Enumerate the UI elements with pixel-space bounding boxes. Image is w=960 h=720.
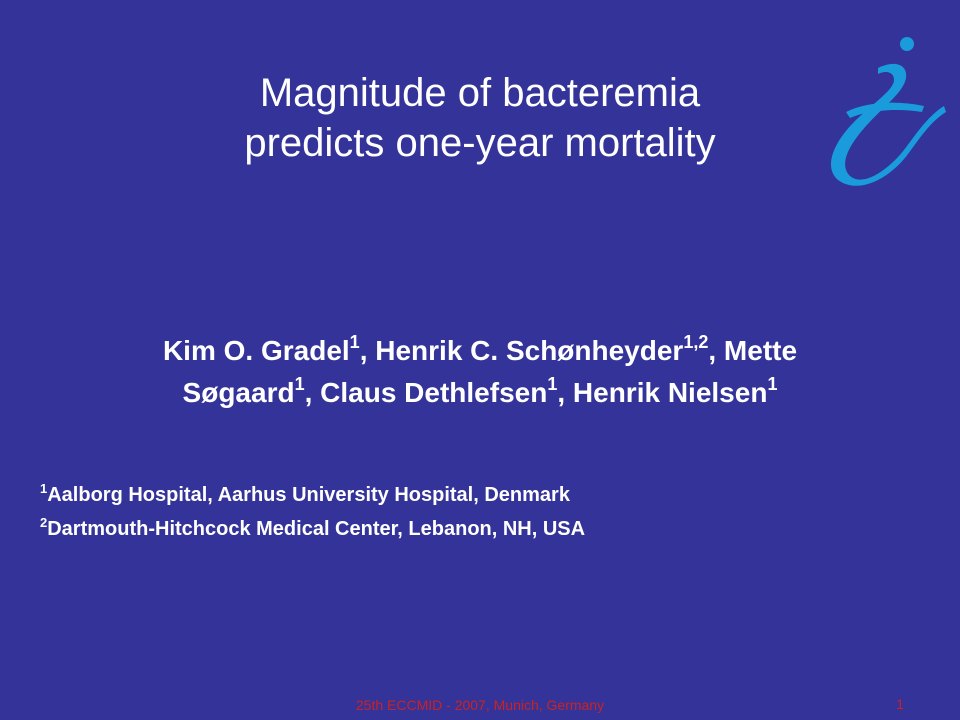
author-affiliation-marker: 1 bbox=[767, 373, 778, 394]
author-name: , Henrik Nielsen bbox=[557, 377, 768, 408]
author-affiliation-marker: 1 bbox=[294, 373, 305, 394]
author-affiliation-marker: 1 bbox=[349, 331, 360, 352]
author-name: , Henrik C. Schønheyder bbox=[359, 335, 684, 366]
affiliation-item bbox=[40, 512, 920, 546]
slide-title bbox=[130, 68, 830, 168]
author-name: , Mette bbox=[708, 335, 798, 366]
footer-text: 25th ECCMID - 2007, Munich, Germany bbox=[355, 697, 605, 713]
author-line-1 bbox=[20, 330, 940, 372]
author-list bbox=[20, 330, 940, 414]
affiliation-marker: 2 bbox=[40, 515, 48, 531]
affiliation-marker: 1 bbox=[40, 481, 48, 497]
slide-title-line-2: predicts one-year mortality bbox=[244, 121, 716, 165]
author-name: Kim O. Gradel bbox=[162, 335, 350, 366]
author-affiliation-marker: 1,2 bbox=[683, 331, 709, 352]
author-name: Søgaard bbox=[182, 377, 295, 408]
affiliation-item bbox=[40, 478, 920, 512]
affiliation-text: Dartmouth-Hitchcock Medical Center, Lebanon, NH, USA bbox=[47, 518, 586, 540]
affiliation-text: Aalborg Hospital, Aarhus University Hospital, Denmark bbox=[47, 484, 570, 506]
slide-number: 1 bbox=[896, 696, 904, 712]
affiliation-list bbox=[40, 478, 920, 546]
author-name: , Claus Dethlefsen bbox=[304, 377, 548, 408]
author-affiliation-marker: 1 bbox=[547, 373, 558, 394]
eccmid-logo-icon bbox=[816, 30, 950, 186]
author-line-2 bbox=[20, 372, 940, 414]
slide-title-line-1: Magnitude of bacteremia bbox=[259, 71, 701, 115]
